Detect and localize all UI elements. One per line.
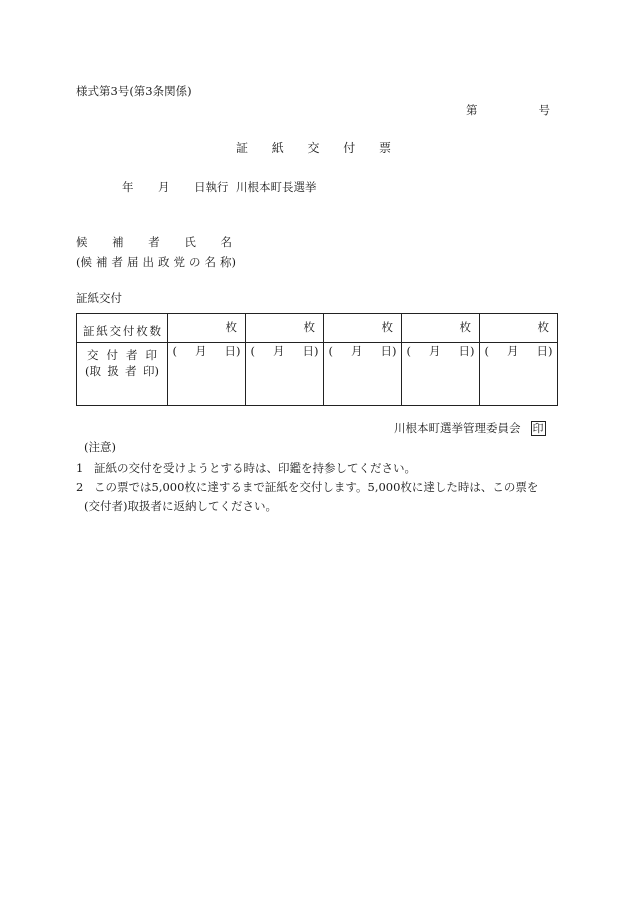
candidate-party-label: [76, 256, 236, 270]
header-char: 付: [106, 348, 118, 362]
note-continuation: (交付者)取扱者に返納してください。: [84, 499, 277, 513]
header-char: 者: [126, 348, 138, 362]
header-char: 印): [142, 363, 159, 378]
count-header-cell: [77, 314, 168, 343]
date-day: 日): [380, 344, 397, 358]
count-cell[interactable]: 枚: [324, 314, 402, 343]
label-char: 出: [142, 255, 154, 269]
stamp-header-cell: [77, 343, 168, 406]
election-month-label: 月: [158, 180, 170, 194]
count-cell[interactable]: 枚: [246, 314, 324, 343]
date-template: [485, 345, 553, 359]
note-text: この票では5,000枚に達するまで証紙を交付します。5,000枚に達した時は、この票を: [94, 480, 539, 494]
label-char: (候: [76, 255, 92, 269]
label-char: 者: [148, 235, 160, 249]
note-item: [76, 481, 538, 495]
note-number: 2: [76, 480, 84, 494]
date-template: [329, 345, 397, 359]
date-month: 月: [195, 344, 207, 358]
header-char: 者: [125, 363, 137, 378]
header-char: 証: [83, 323, 95, 338]
committee-signature: [394, 421, 546, 436]
date-template: [407, 345, 475, 359]
date-month: 月: [507, 344, 519, 358]
stamp-date-cell[interactable]: [246, 343, 324, 406]
header-char: 数: [149, 323, 161, 338]
note-text: 証紙の交付を受けようとする時は、印鑑を持参してください。: [94, 461, 416, 475]
note-number: 1: [76, 461, 84, 475]
form-number-label: 様式第3号(第3条関係): [76, 84, 192, 98]
date-open: (: [484, 344, 489, 358]
label-char: 補: [112, 235, 124, 249]
stamp-date-cell[interactable]: [480, 343, 558, 406]
date-template: [251, 345, 319, 359]
election-name: 川根本町長選挙: [236, 180, 317, 194]
document-title: [236, 141, 391, 155]
date-month: 月: [273, 344, 285, 358]
label-char: の: [189, 255, 201, 269]
note-item: [76, 462, 416, 476]
election-year-label: 年: [122, 180, 134, 194]
committee-name: 川根本町選挙管理委員会: [394, 420, 521, 435]
header-char: (取: [85, 363, 101, 378]
header-char: 印: [145, 348, 157, 362]
count-cell[interactable]: 枚: [168, 314, 246, 343]
stamp-date-cell[interactable]: [168, 343, 246, 406]
label-char: 候: [76, 235, 88, 249]
date-open: (: [250, 344, 255, 358]
date-month: 月: [351, 344, 363, 358]
stamp-date-cell[interactable]: [324, 343, 402, 406]
title-char: 付: [343, 141, 356, 155]
stamp-header-line2: [85, 365, 159, 379]
date-open: (: [172, 344, 177, 358]
count-cell[interactable]: 枚: [402, 314, 480, 343]
label-char: 党: [173, 255, 185, 269]
date-day: 日): [224, 344, 241, 358]
date-open: (: [328, 344, 333, 358]
header-char: 付: [122, 323, 135, 338]
title-char: 交: [307, 141, 320, 155]
label-char: 者: [111, 255, 123, 269]
election-line: [122, 181, 317, 195]
header-char: 紙: [96, 323, 108, 338]
label-char: 政: [158, 255, 170, 269]
label-char: 届: [127, 255, 139, 269]
label-char: 氏: [184, 235, 196, 249]
notes-title: (注意): [84, 440, 116, 454]
date-month: 月: [429, 344, 441, 358]
number-suffix: 号: [538, 103, 550, 117]
section-label: 証紙交付: [76, 291, 122, 305]
document-number: [466, 104, 550, 118]
header-char: 交: [87, 348, 99, 362]
title-char: 証: [236, 141, 249, 155]
label-char: 名: [220, 235, 232, 249]
stamp-issue-table: [76, 313, 558, 406]
date-day: 日): [458, 344, 475, 358]
election-day-label: 日執行: [194, 180, 229, 194]
header-char: 交: [109, 323, 122, 338]
header-char: 枚: [136, 323, 148, 338]
date-template: [173, 345, 241, 359]
stamp-date-cell[interactable]: [402, 343, 480, 406]
count-row: [77, 314, 558, 343]
stamp-header-line1: [87, 349, 157, 363]
seal-mark: 印: [532, 422, 544, 435]
date-day: 日): [536, 344, 553, 358]
label-char: 名: [204, 255, 216, 269]
stamp-row: [77, 343, 558, 406]
date-open: (: [406, 344, 411, 358]
count-cell[interactable]: 枚: [480, 314, 558, 343]
label-char: 補: [96, 255, 108, 269]
number-prefix: 第: [466, 103, 478, 117]
count-header: [83, 318, 161, 339]
title-char: 票: [378, 141, 391, 155]
label-char: 称): [220, 255, 236, 269]
header-char: 扱: [107, 363, 119, 378]
title-char: 紙: [271, 141, 284, 155]
date-day: 日): [302, 344, 319, 358]
candidate-name-label: [76, 236, 232, 250]
